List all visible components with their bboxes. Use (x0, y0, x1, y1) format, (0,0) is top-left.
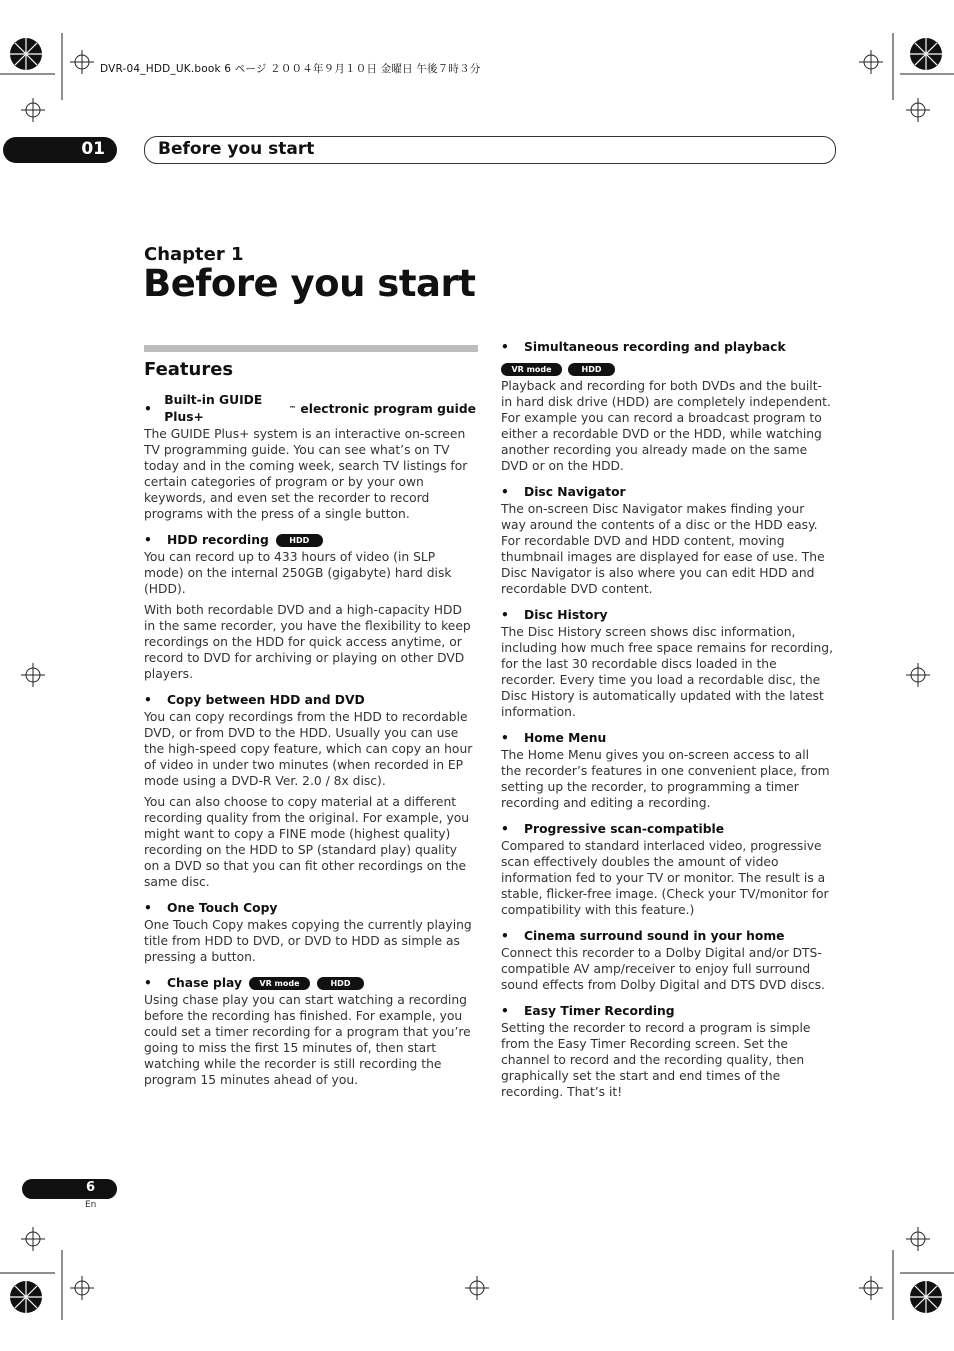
feature-title: Progressive scan-compatible (524, 822, 725, 836)
bullet-icon: • (501, 731, 509, 745)
feature-item (501, 1003, 833, 1100)
running-header (144, 136, 836, 164)
feature-item (501, 821, 833, 918)
page-number-tab (22, 1179, 117, 1199)
feature-description: The on-screen Disc Navigator makes finding your way around the contents of a disc or the HDD easy. For recordable DVD and HDD content, moving thumbnail images are displayed for ease of use. The Disc Navigator is also where you can edit HDD and recordable DVD content. (501, 502, 825, 596)
feature-title: Built-in GUIDE Plus+ (164, 393, 263, 424)
bullet-icon: • (501, 822, 509, 836)
feature-item (144, 900, 476, 965)
bullet-icon: • (501, 608, 509, 622)
feature-item (144, 392, 476, 522)
feature-title: Copy between HDD and DVD (167, 693, 365, 707)
feature-heading (501, 484, 833, 501)
bullet-icon: • (144, 693, 152, 707)
feature-heading (501, 607, 833, 624)
page-number: 6 (85, 1180, 95, 1195)
feature-description: With both recordable DVD and a high-capacity HDD in the same recorder, you have the flexibility to keep recordings on the HDD for quick access anytime, or record to DVD for archiving or playing on other DVD players. (144, 603, 471, 681)
feature-heading (501, 339, 833, 356)
feature-item (501, 928, 833, 993)
feature-heading: • Built-in GUIDE Plus+ ™ electronic program guide (144, 393, 476, 424)
chapter-label: Chapter 1 (144, 244, 244, 265)
bullet-icon: • (501, 1004, 509, 1018)
chapter-number: 01 (81, 139, 105, 159)
feature-description: You can record up to 433 hours of video (in SLP mode) on the internal 250GB (gigabyte) hard disk (HDD). (144, 550, 452, 596)
feature-description: You can also choose to copy material at a different recording quality from the original. For example, you might want to copy a FINE mode (highest quality) recording on the HDD to SP (standard play) quality on a DVD so that you can fit other recordings on the same disc. (144, 795, 470, 889)
feature-item (501, 730, 833, 811)
feature-title: Home Menu (524, 731, 607, 745)
feature-title: Easy Timer Recording (524, 1004, 675, 1018)
feature-description: Playback and recording for both DVDs and the built-in hard disk drive (HDD) are completely independent. For example you can record a broadcast program to either a recordable DVD or the HDD, while watching another recording you already made on the same DVD or on the HDD. (501, 379, 831, 473)
feature-description: The Disc History screen shows disc information, including how much free space remains for recording, for the last 30 recordable discs loaded in the recorder. Every time you load a recordable disc, the Disc History is automatically updated with the latest information. (501, 625, 833, 719)
section-rule (144, 345, 478, 352)
bullet-icon: • (501, 340, 509, 354)
feature-heading (144, 975, 476, 992)
chapter-title: Before you start (143, 262, 476, 305)
section-title: Features (144, 359, 234, 380)
feature-item (144, 532, 476, 682)
bullet-icon: • (501, 929, 509, 943)
feature-list-left (144, 392, 476, 1088)
feature-title: HDD recording (167, 533, 269, 547)
feature-description: Setting the recorder to record a program is simple from the Easy Timer Recording screen. Set the channel to record and the recording quality, then graphically set the start and end times of the recording. That’s it! (501, 1021, 811, 1099)
feature-heading (501, 821, 833, 838)
feature-description: One Touch Copy makes copying the currently playing title from HDD to DVD, or DVD to HDD as simple as pressing a button. (144, 918, 472, 964)
feature-heading (144, 692, 476, 709)
language-code: En (85, 1200, 97, 1210)
feature-description: The Home Menu gives you on-screen access to all the recorder’s features in one convenient place, from setting up the recorder, to programming a timer recording and editing a recording. (501, 748, 830, 810)
badge-row (501, 360, 833, 376)
feature-title: One Touch Copy (167, 901, 278, 915)
feature-item (501, 339, 833, 474)
bullet-icon: • (144, 533, 152, 547)
feature-description: Connect this recorder to a Dolby Digital and/or DTS-compatible AV amp/receiver to enjoy full surround sound effects from Dolby Digital and DTS DVD discs. (501, 946, 825, 992)
bullet-icon: • (144, 401, 152, 416)
feature-item (501, 484, 833, 597)
feature-list-right (501, 339, 833, 1100)
feature-heading (501, 730, 833, 747)
vr-mode-badge: VR mode (249, 977, 310, 990)
feature-description: You can copy recordings from the HDD to recordable DVD, or from DVD to the HDD. Usually you can use the high-speed copy feature, which can copy an hour of video in under two minutes (when recorded in EP mode using a DVD-R Ver. 2.0 / 8x disc). (144, 710, 473, 788)
hdd-badge: HDD (568, 363, 615, 376)
feature-item (144, 692, 476, 890)
feature-title: Chase play (167, 976, 242, 990)
feature-title: Disc Navigator (524, 485, 626, 499)
feature-heading (144, 532, 476, 549)
feature-title: Simultaneous recording and playback (524, 340, 786, 354)
bullet-icon: • (144, 901, 152, 915)
bullet-icon: • (144, 976, 152, 990)
bullet-icon: • (501, 485, 509, 499)
feature-heading (501, 928, 833, 945)
vr-mode-badge: VR mode (501, 363, 562, 376)
feature-title-rest: electronic program guide (296, 401, 476, 416)
hdd-badge: HDD (276, 534, 323, 547)
left-column (144, 345, 476, 1098)
feature-title: Disc History (524, 608, 608, 622)
feature-item (501, 607, 833, 720)
print-slug: DVR-04_HDD_UK.book 6 ページ ２００４年９月１０日 金曜日 午後７時３分 (100, 63, 481, 75)
feature-description: Using chase play you can start watching a recording before the recording has finished. For example, you could set a timer recording for a program that you’re going to miss the first 15 minutes of, then start watching while the recorder is still recording the program 15 minutes ahead of you. (144, 993, 471, 1087)
right-column (501, 339, 833, 1110)
feature-heading (144, 900, 476, 917)
chapter-number-tab (3, 137, 117, 163)
feature-item (144, 975, 476, 1088)
feature-heading (501, 1003, 833, 1020)
hdd-badge: HDD (317, 977, 364, 990)
feature-title: Cinema surround sound in your home (524, 929, 785, 943)
feature-description: The GUIDE Plus+ system is an interactive on-screen TV programming guide. You can see what’s on TV today and in the coming week, search TV listings for certain categories of program or by your own keywords, and even set the recorder to record programs with the press of a single button. (144, 427, 468, 521)
running-header-title: Before you start (158, 139, 315, 159)
feature-description: Compared to standard interlaced video, progressive scan effectively doubles the amount of video information fed to your TV or monitor. The result is a stable, flicker-free image. (Check your TV/monitor for compatibility with this feature.) (501, 839, 829, 917)
